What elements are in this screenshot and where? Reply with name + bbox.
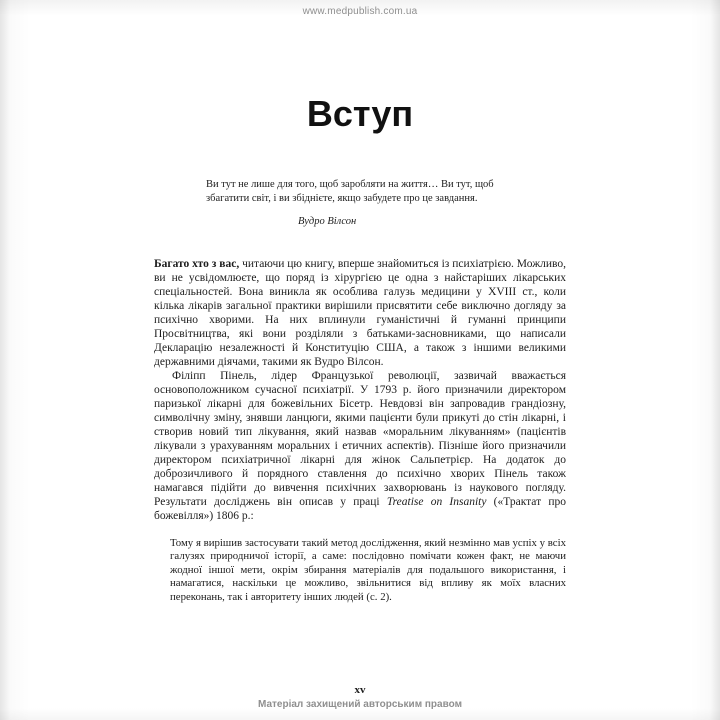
website-url: www.medpublish.com.ua <box>302 6 418 17</box>
paragraph <box>154 369 566 523</box>
book-title-italic: Treatise on Insanity <box>386 495 487 508</box>
paragraph-text: Філіпп Пінель, лідер Французької революції, зазвичай вважається основоположником сучасної психіатрії. У 1793 р. його призначили директором паризької лікарні для божевільних Бісетр. Невдовзі він запровадив грандіозну, символічну зміну, знявши ланцюги, якими пацієнти були прикуті до стін лікарні, і створив новий тип лікування, який назвав «моральним лікуванням» (пацієнтів лікували з урахуванням моральних і етичних аспектів). Пізніше його призначили директором психіатричної лікарні для жінок Сальпетрієр. На додаток до доброзичливого й порядного ставлення до психічно хворих Пінель також намагався підійти до вивчення психічних захворювань із наукового погляду. Результати досліджень він описав у праці <box>154 369 566 508</box>
copyright-notice: Матеріал захищений авторським правом <box>258 699 462 710</box>
page-number: xv <box>354 684 366 696</box>
epigraph <box>206 178 506 229</box>
page-footer <box>0 684 720 710</box>
blockquote: Тому я вирішив застосувати такий метод дослідження, який незмінно мав успіх у всіх галузях природничої історії, а саме: послідовно помічати кожен факт, не маючи жодної іншої мети, окрім збирання матеріалів для подальшого використання, і намагатися, наскільки це можливо, звільнитися від впливу як моїх власних переконань, так і авторитету інших людей (с. 2). <box>170 536 566 603</box>
paragraph-lead-bold: Багато хто з вас, <box>154 257 240 270</box>
page-content <box>154 94 566 605</box>
paragraph <box>154 257 566 369</box>
epigraph-text: Ви тут не лише для того, щоб заробляти на життя… Ви тут, щоб збагатити світ, і ви збіднієте, якщо забудете про це завдання. <box>206 178 494 204</box>
chapter-title: Вступ <box>306 93 414 134</box>
paragraph-text: («Трактат про божевілля») 1806 р.: <box>154 495 567 522</box>
paragraph-text: читаючи цю книгу, вперше знайомиться із психіатрією. Можливо, ви не усвідомлюєте, що поряд із хірургією це одна з найстаріших лікарських спеціальностей. Вона виникла як особлива галузь медицини у XVIII ст., коли кілька лікарів загальної практики вирішили присвятити себе виключно догляду за психічно хворими. На них вплинули гуманістичні й гуманні принципи Просвітництва, які вони розділяли з батьками-засновниками, що написали Декларацію незалежності й Конституцію США, а також з іншими великими державними діячами, такими як Вудро Вілсон. <box>154 257 567 368</box>
epigraph-attribution: Вудро Вілсон <box>298 215 357 227</box>
